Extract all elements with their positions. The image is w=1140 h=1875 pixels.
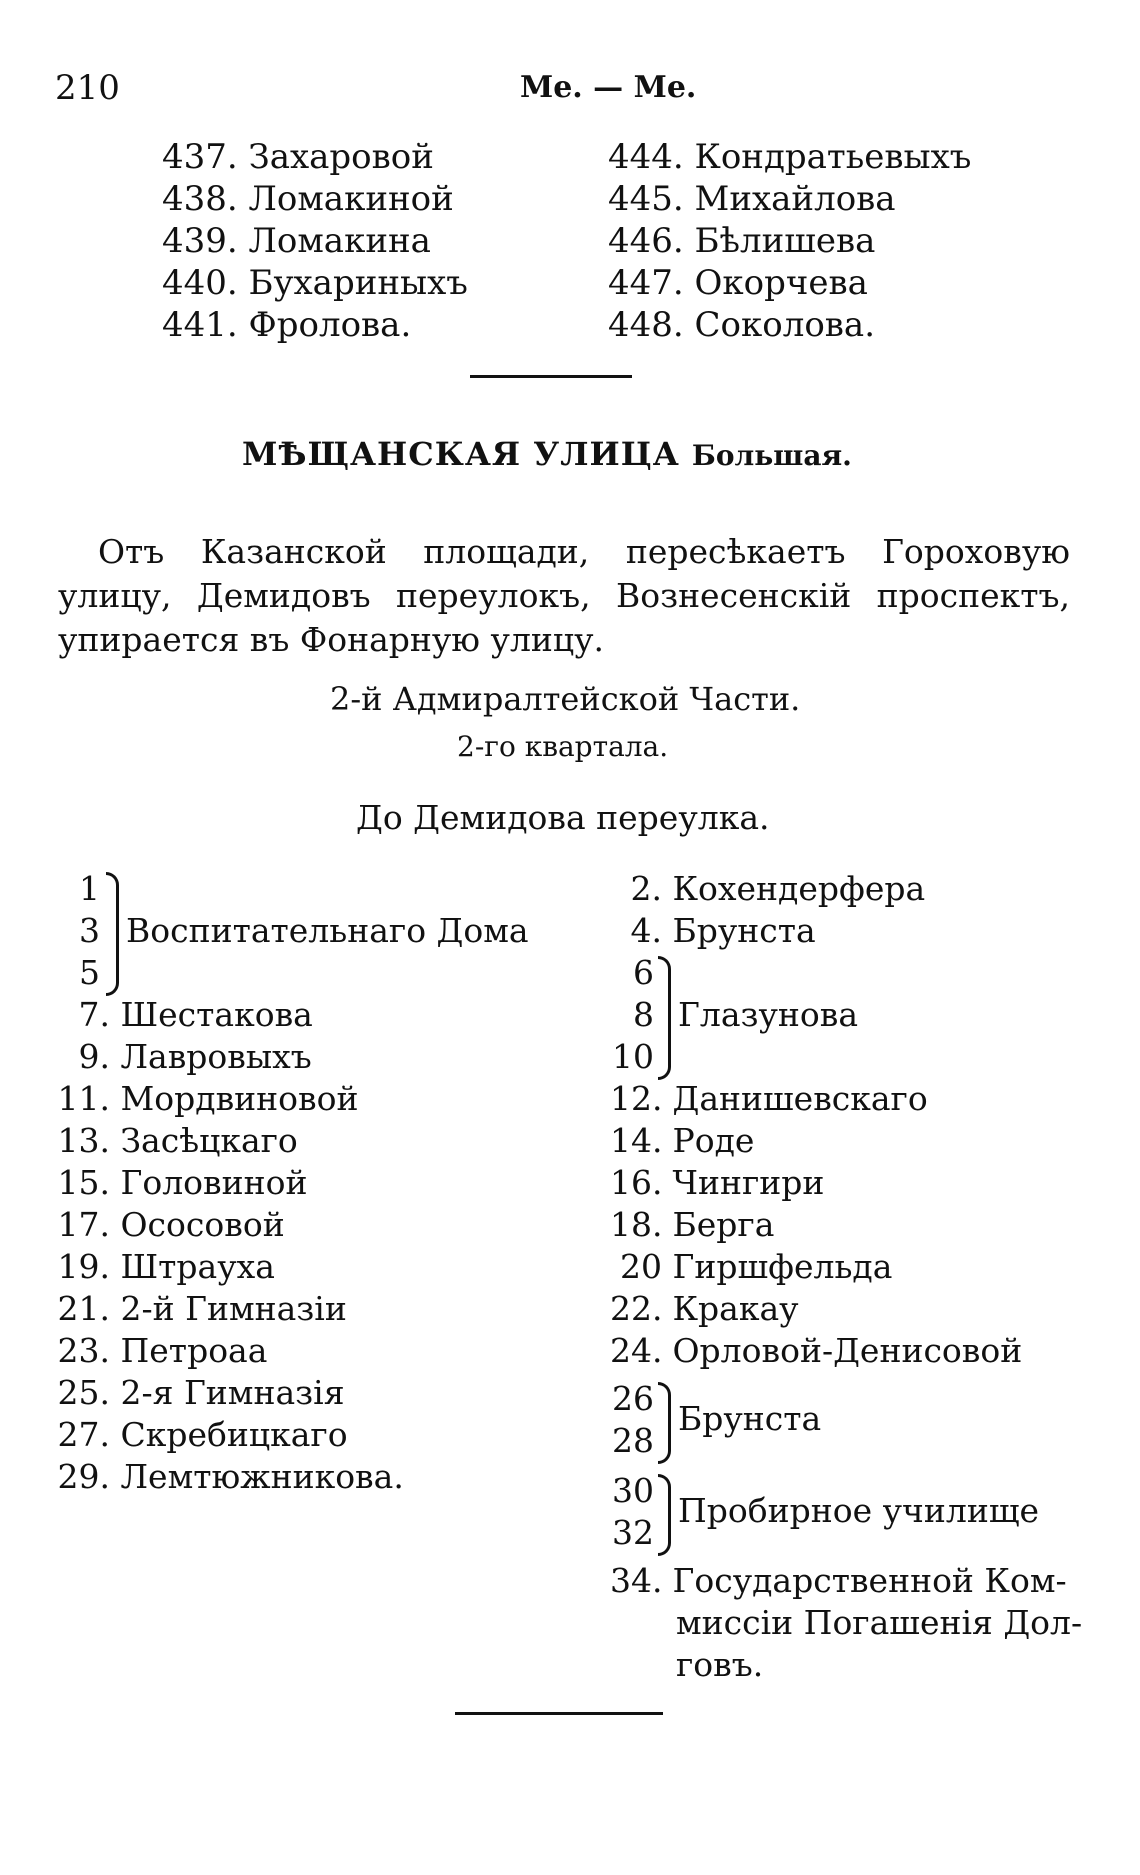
list-item: 7. Шестакова xyxy=(78,995,313,1034)
street-heading xyxy=(242,435,852,473)
list-item: 446. Бѣлишева xyxy=(608,221,876,261)
page-number: 210 xyxy=(55,68,120,108)
group-number: 32 xyxy=(612,1513,654,1552)
list-item: 21. 2-й Гимназіи xyxy=(57,1289,347,1328)
street-subtitle: Большая. xyxy=(691,439,852,472)
top-list-right xyxy=(608,136,971,346)
brace xyxy=(658,1382,671,1464)
group-number: 30 xyxy=(612,1471,654,1510)
list-item: 445. Михайлова xyxy=(608,179,896,219)
list-item: 447. Окорчева xyxy=(608,263,868,303)
list-item: 437. Захаровой xyxy=(162,137,434,177)
house-group xyxy=(610,1378,822,1462)
section-divider xyxy=(455,1712,663,1715)
list-item: 22. Кракау xyxy=(610,1289,799,1328)
list-item: 19. Штрауха xyxy=(57,1247,275,1286)
group-number: 1 xyxy=(79,869,100,908)
list-item: 24. Орловой-Денисовой xyxy=(610,1331,1023,1370)
list-item: 439. Ломакина xyxy=(162,221,431,261)
house-owner: Пробирное училище xyxy=(678,1491,1040,1530)
house-owner: Воспитательнаго Дома xyxy=(126,911,529,950)
list-item: 20 Гиршфельда xyxy=(620,1247,893,1286)
list-item: 438. Ломакиной xyxy=(162,179,454,219)
list-item-continuation: говъ. xyxy=(676,1645,764,1684)
list-item: 13. Засѣцкаго xyxy=(57,1121,298,1160)
group-number: 5 xyxy=(79,953,100,992)
list-item: 441. Фролова. xyxy=(162,305,412,345)
list-item: 11. Мордвиновой xyxy=(57,1079,359,1118)
list-item: 18. Берга xyxy=(610,1205,775,1244)
list-item: 440. Бухариныхъ xyxy=(162,263,468,303)
list-item: 15. Головиной xyxy=(57,1163,308,1202)
list-item: 4. Брунста xyxy=(630,911,816,950)
district-heading: 2-й Адмиралтейской Части. xyxy=(330,680,801,718)
list-item-continuation: миссіи Погашенія Дол- xyxy=(676,1603,1083,1642)
brace xyxy=(658,1474,671,1556)
list-item: 444. Кондратьевыхъ xyxy=(608,137,972,177)
list-item: 34. Государственной Ком- xyxy=(610,1561,1067,1600)
list-item: 12. Данишевскаго xyxy=(610,1079,928,1118)
group-number: 8 xyxy=(633,995,654,1034)
brace xyxy=(658,956,671,1080)
right-house-list-a xyxy=(610,868,925,952)
right-house-list-b xyxy=(610,1078,1022,1372)
group-number: 3 xyxy=(79,911,100,950)
list-item: 9. Лавровыхъ xyxy=(78,1037,312,1076)
house-group xyxy=(60,868,529,994)
list-item: 14. Роде xyxy=(610,1121,755,1160)
group-number: 6 xyxy=(633,953,654,992)
house-group xyxy=(610,952,859,1078)
list-item: 17. Ососовой xyxy=(57,1205,285,1244)
street-description: Отъ Казанской площади, пересѣкаетъ Гороховую улицу, Демидовъ переулокъ, Вознесенскій проспектъ, упирается въ Фонарную улицу. xyxy=(58,532,1070,659)
left-house-list xyxy=(50,994,404,1498)
house-owner: Глазунова xyxy=(678,995,859,1034)
brace xyxy=(106,872,119,996)
house-group xyxy=(610,1470,1040,1554)
section-divider xyxy=(470,375,632,378)
list-item: 23. Петроаа xyxy=(57,1331,268,1370)
running-head: Ме. — Ме. xyxy=(520,70,697,105)
group-number: 28 xyxy=(612,1421,654,1460)
group-number: 26 xyxy=(612,1379,654,1418)
street-title: МѢЩАНСКАЯ УЛИЦА xyxy=(242,435,680,473)
house-owner: Брунста xyxy=(678,1399,822,1438)
list-item: 16. Чингири xyxy=(610,1163,825,1202)
section-heading: До Демидова переулка. xyxy=(356,798,770,837)
list-item: 25. 2-я Гимназія xyxy=(57,1373,345,1412)
list-item: 27. Скребицкаго xyxy=(57,1415,348,1454)
top-list-left xyxy=(162,136,468,346)
list-item: 448. Соколова. xyxy=(608,305,876,345)
list-item: 29. Лемтюжникова. xyxy=(57,1457,404,1496)
quarter-heading: 2-го квартала. xyxy=(457,730,669,763)
group-number: 10 xyxy=(612,1037,654,1076)
right-last-entry xyxy=(610,1560,1082,1686)
list-item: 2. Кохендерфера xyxy=(630,869,926,908)
